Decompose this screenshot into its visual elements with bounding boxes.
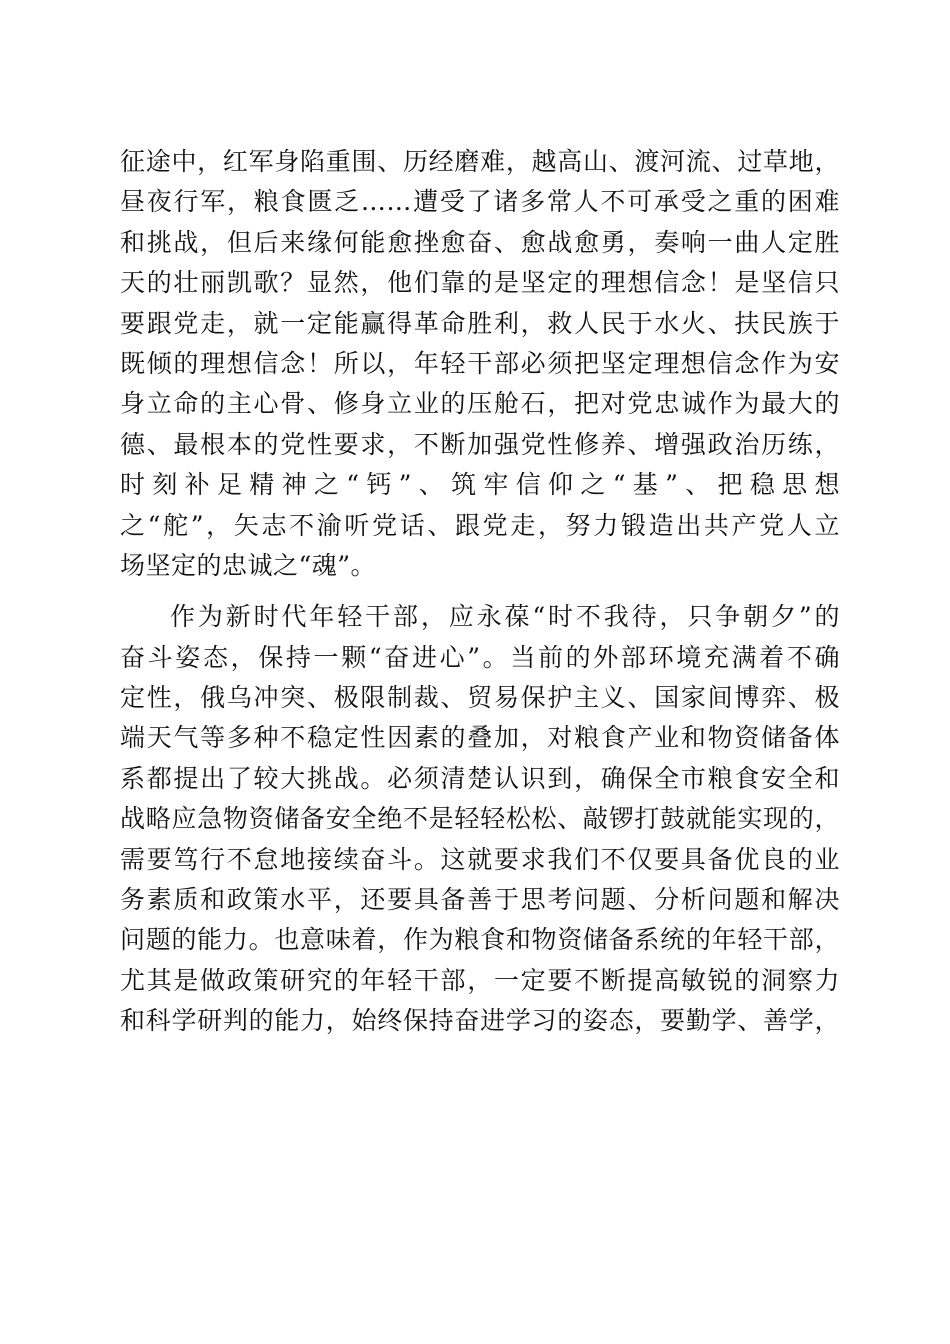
paragraph-2: [120, 597, 840, 1041]
text-line: 系都提出了较大挑战。必须清楚认识到，确保全市粮食安全和: [120, 763, 840, 793]
text-line: 作为新时代年轻干部，应永葆“时不我待，只争朝夕”的: [170, 602, 840, 632]
text-line: 场坚定的忠诚之“魂”。: [120, 550, 377, 580]
text-line: 问题的能力。也意味着，作为粮食和物资储备系统的年轻干部，: [120, 925, 840, 955]
text-line: 时刻补足精神之“钙”、筑牢信仰之“基”、把稳思想: [120, 470, 840, 500]
text-line: 尤其是做政策研究的年轻干部，一定要不断提高敏锐的洞察力: [120, 965, 840, 995]
text-line: 身立命的主心骨、修身立业的压舱石，把对党忠诚作为最大的: [120, 389, 840, 419]
text-line: 端天气等多种不稳定性因素的叠加，对粮食产业和物资储备体: [120, 723, 840, 753]
text-line: 奋斗姿态，保持一颗“奋进心”。当前的外部环境充满着不确: [120, 642, 840, 672]
text-line: 之“舵”，矢志不渝听党话、跟党走，努力锻造出共产党人立: [120, 510, 840, 540]
text-line: 和挑战，但后来缘何能愈挫愈奋、愈战愈勇，奏响一曲人定胜: [120, 227, 840, 257]
text-line: 征途中，红军身陷重围、历经磨难，越高山、渡河流、过草地，: [120, 147, 840, 176]
paragraph-gap: [120, 586, 840, 597]
text-line: 务素质和政策水平，还要具备善于思考问题、分析问题和解决: [120, 885, 840, 915]
text-line: 定性，俄乌冲突、极限制裁、贸易保护主义、国家间博弈、极: [120, 683, 840, 713]
text-line: 战略应急物资储备安全绝不是轻轻松松、敲锣打鼓就能实现的，: [120, 804, 840, 834]
text-line: 既倾的理想信念！所以，年轻干部必须把坚定理想信念作为安: [120, 348, 840, 378]
text-line: 天的壮丽凯歌？显然，他们靠的是坚定的理想信念！是坚信只: [120, 268, 840, 298]
text-line: 德、最根本的党性要求，不断加强党性修养、增强政治历练，: [120, 429, 840, 459]
text-line: 要跟党走，就一定能赢得革命胜利，救人民于水火、扶民族于: [120, 308, 840, 338]
text-line: 需要笃行不怠地接续奋斗。这就要求我们不仅要具备优良的业: [120, 844, 840, 874]
text-line: 昼夜行军，粮食匮乏……遭受了诸多常人不可承受之重的困难: [120, 187, 840, 217]
text-line: 和科学研判的能力，始终保持奋进学习的姿态，要勤学、善学，: [120, 1006, 840, 1036]
paragraph-1: [120, 142, 840, 586]
body-text: [120, 142, 840, 1042]
